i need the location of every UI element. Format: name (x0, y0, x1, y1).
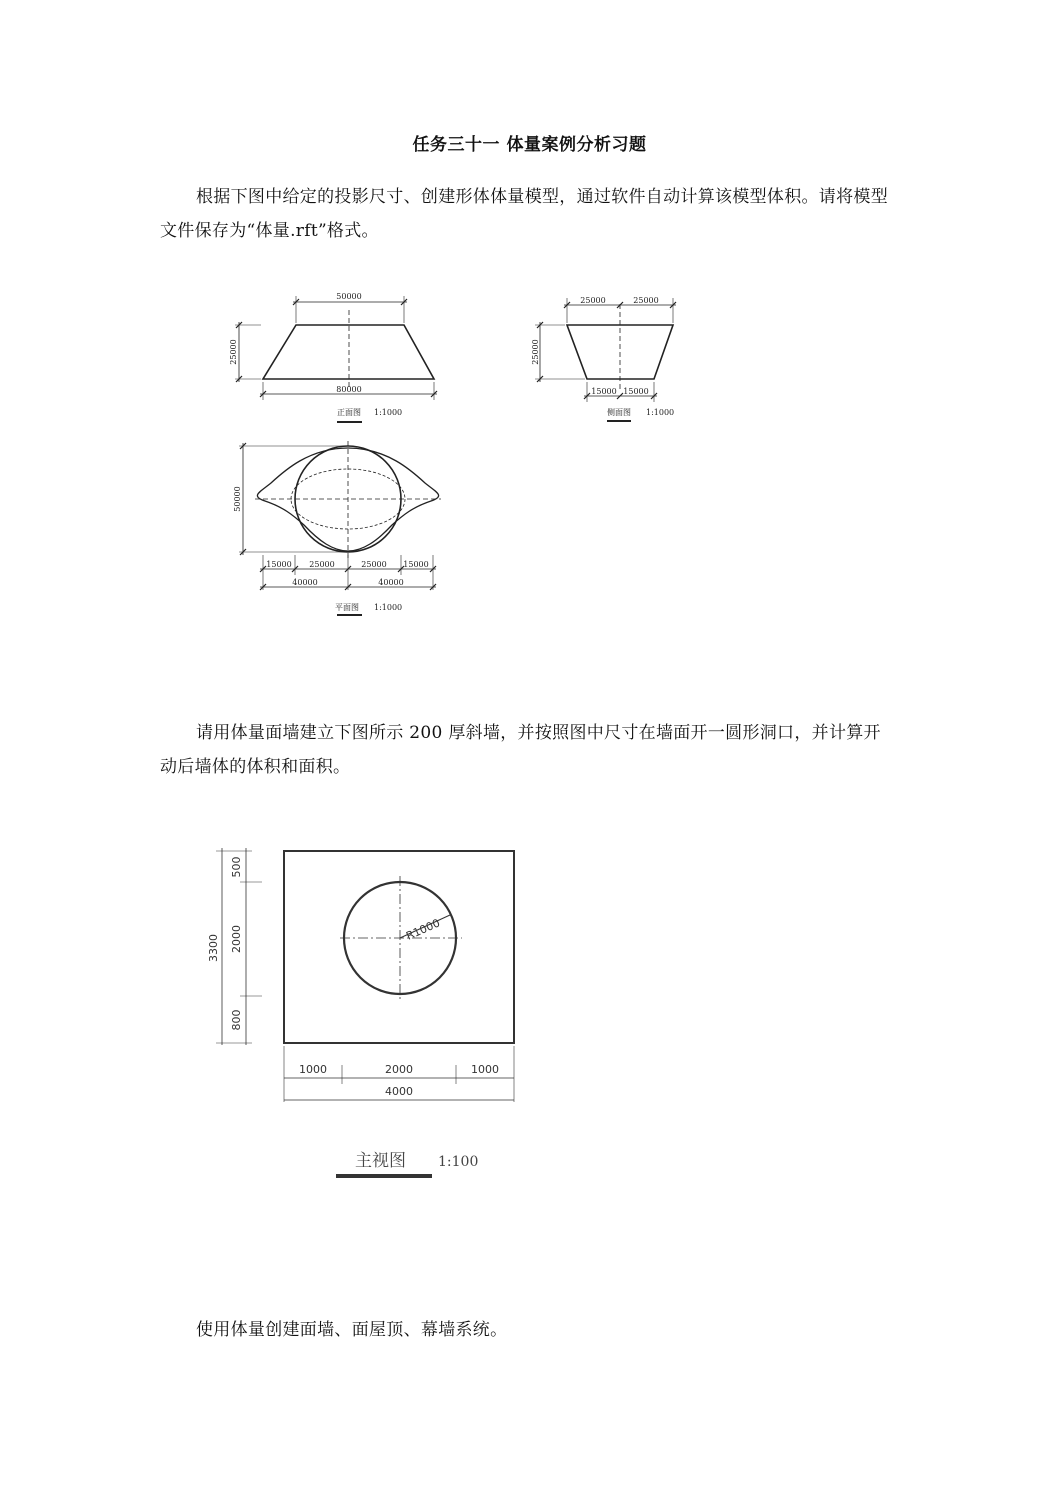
wall-caption: 主视图 (355, 1151, 406, 1171)
front-view-drawing (225, 290, 455, 430)
side-bottom-right-dim: 15000 (623, 387, 649, 396)
front-scale: 1:1000 (374, 408, 403, 417)
left-dim-800: 800 (230, 1009, 243, 1031)
side-top-left-dim: 25000 (580, 296, 606, 305)
radius-label: R1000 (404, 916, 443, 943)
left-dim-500: 500 (230, 856, 243, 878)
plan-dim-6: 40000 (378, 578, 404, 587)
wall-view-drawing (200, 840, 530, 1185)
front-height-dim: 25000 (229, 339, 238, 365)
paragraph-2: 请用体量面墙建立下图所示 200 厚斜墙，并按照图中尺寸在墙面开一圆形洞口，并计算开动后墙体的体积和面积。 (160, 723, 881, 777)
front-caption: 正面图 (337, 408, 361, 417)
plan-dim-5: 40000 (292, 578, 318, 587)
plan-view-drawing (225, 435, 445, 620)
left-dim-2000: 2000 (230, 925, 243, 953)
plan-dim-2: 25000 (309, 560, 335, 569)
plan-dim-3: 25000 (361, 560, 387, 569)
side-scale: 1:1000 (646, 408, 675, 417)
left-dim-3300: 3300 (207, 934, 220, 962)
bottom-dim-1000-right: 1000 (471, 1063, 499, 1076)
front-bottom-dim: 80000 (336, 385, 362, 394)
bottom-dim-1000-left: 1000 (299, 1063, 327, 1076)
side-top-right-dim: 25000 (633, 296, 659, 305)
plan-caption: 平面图 (335, 603, 359, 612)
wall-scale: 1:100 (438, 1154, 479, 1170)
bottom-dim-2000: 2000 (385, 1063, 413, 1076)
side-bottom-left-dim: 15000 (591, 387, 617, 396)
side-view-drawing (525, 290, 685, 430)
paragraph-3: 使用体量创建面墙、面屋顶、幕墙系统。 (196, 1320, 508, 1340)
front-top-dim: 50000 (336, 292, 362, 301)
bottom-dim-4000: 4000 (385, 1085, 413, 1098)
plan-scale: 1:1000 (374, 603, 403, 612)
plan-dim-1: 15000 (266, 560, 292, 569)
side-height-dim: 25000 (531, 339, 540, 365)
plan-height-dim: 50000 (233, 486, 242, 512)
page-title: 任务三十一 体量案例分析习题 (412, 135, 647, 155)
paragraph-1: 根据下图中给定的投影尺寸、创建形体体量模型，通过软件自动计算该模型体积。请将模型文件保存为“体量.rft”格式。 (160, 187, 888, 241)
side-caption: 侧面图 (607, 408, 631, 417)
plan-dim-4: 15000 (403, 560, 429, 569)
